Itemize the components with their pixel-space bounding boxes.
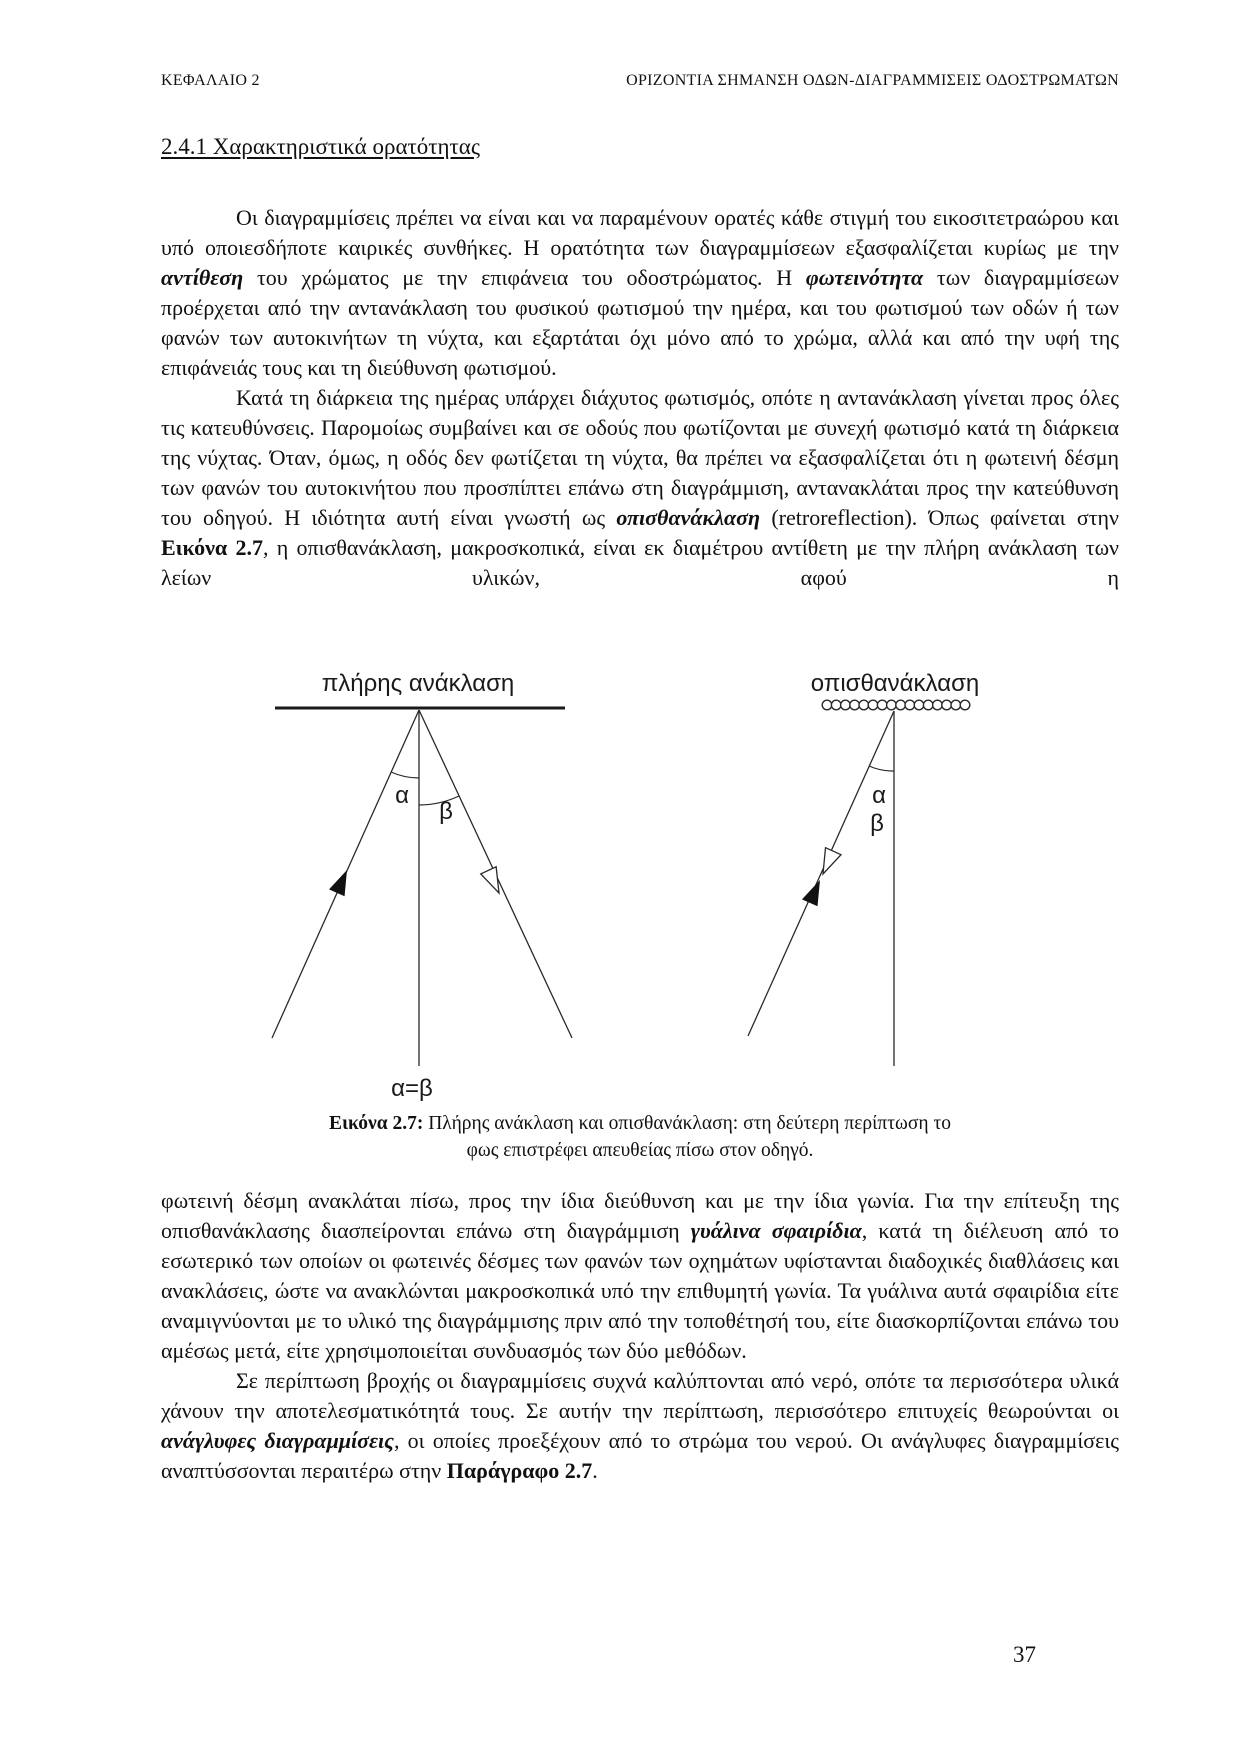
paragraph-3 xyxy=(161,1186,1119,1366)
text-segment: του χρώματος με την επιφάνεια του οδοστρώματος. Η xyxy=(243,265,806,290)
full-reflection-title: πλήρης ανάκλαση xyxy=(321,670,515,697)
text-segment: . xyxy=(592,1458,598,1483)
retroreflection-title: οπισθανάκλαση xyxy=(810,670,980,697)
figure-caption xyxy=(160,1110,1120,1164)
text-segment: , κατά τη διέλευση από το εσωτερικό των οποίων οι φωτεινές δέσμες των φανών των οχημάτων υφίστανται διαδοχικές διαθλάσεις και ανακλάσεις, ώστε να ανακλώνται μακροσκοπικά υπό την επιθυμητή γωνία. Τα γυάλινα αυτά σφαιρίδια είτε αναμιγνύονται με το υλικό της διαγράμμισης πριν από την τοποθέτησή του, είτε διασκορπίζονται επάνω του αμέσως μετά, είτε χρησιμοποιείται συνδυασμός των δύο μεθόδων. xyxy=(161,1218,1120,1363)
text-segment: Κατά τη διάρκεια της ημέρας υπάρχει διάχυτος φωτισμός, οπότε η αντανάκλαση γίνεται προς όλες τις κατευθύνσεις. Παρομοίως συμβαίνει και σε οδούς που φωτίζονται με συνεχή φωτισμό κατά τη διάρκεια της νύχτας. Όταν, όμως, η οδός δεν φωτίζεται τη νύχτα, θα πρέπει να εξασφαλίζεται ότι η φωτεινή δέσμη των φανών του αυτοκινήτου που προσπίπτει επάνω στη διαγράμμιση, αντανακλάται προς την κατεύθυνση του οδηγού. Η ιδιότητα αυτή είναι γνωστή ως xyxy=(161,385,1119,530)
return-arrowhead-icon xyxy=(815,848,841,878)
text-segment: (retroreflection). Όπως φαίνεται στην xyxy=(760,505,1119,530)
retroreflection-diagram xyxy=(748,670,979,1066)
incident-arrowhead-icon xyxy=(329,867,355,897)
incident-arrowhead-right-icon xyxy=(802,877,828,907)
figure-caption-label: Εικόνα 2.7: xyxy=(328,1113,424,1134)
text-segment: , οι οποίες προεξέχουν από το στρώμα του νερού. Οι ανάγλυφες διαγραμμίσεις αναπτύσσονται περαιτέρω στην xyxy=(161,1428,1119,1483)
full-reflection-diagram xyxy=(272,670,572,1102)
text-segment: των διαγραμμίσεων προέρχεται από την αντανάκλαση του φυσικού φωτισμού την ημέρα, και του φωτισμού των οδών ή των φανών των αυτοκινήτων τη νύχτα, και εξαρτάται όχι μόνο από το χρώμα, αλλά και από την υφή της επιφάνειάς τους και τη διεύθυνση φωτισμού. xyxy=(161,265,1120,380)
paragraph-4 xyxy=(161,1366,1119,1486)
header-title: ΟΡΙΖΟΝΤΙΑ ΣΗΜΑΝΣΗ ΟΔΩΝ-ΔΙΑΓΡΑΜΜΙΣΕΙΣ ΟΔΟΣΤΡΩΜΑΤΩΝ xyxy=(626,72,1119,89)
reflected-arrowhead-icon xyxy=(481,867,507,897)
text-segment: Οι διαγραμμίσεις πρέπει να είναι και να παραμένουν ορατές κάθε στιγμή του εικοσιτετραώρου και υπό οποιεσδήποτε καιρικές συνθήκες. Η ορατότητα των διαγραμμίσεων εξασφαλίζεται κυρίως με την xyxy=(161,205,1119,260)
body-text-upper xyxy=(161,203,1119,593)
text-segment: , η οπισθανάκλαση, μακροσκοπικά, είναι εκ διαμέτρου αντίθετη με την πλήρη ανάκλαση των λείων υλικών, αφού η xyxy=(161,535,1119,590)
text-segment: οπισθανάκλαση xyxy=(616,505,761,530)
section-heading: 2.4.1 Χαρακτηριστικά ορατότητας xyxy=(161,134,480,159)
text-segment: αντίθεση xyxy=(161,265,244,290)
alpha-arc-right xyxy=(869,766,894,771)
page-number: 37 xyxy=(1013,1642,1036,1667)
paragraph-2 xyxy=(161,383,1119,593)
text-segment: Παράγραφο 2.7 xyxy=(446,1458,593,1483)
text-segment: φωτεινότητα xyxy=(805,265,924,290)
paragraph-1 xyxy=(161,203,1119,383)
retro-ray xyxy=(748,711,894,1036)
text-segment: ανάγλυφες διαγραμμίσεις xyxy=(161,1428,394,1453)
figure-caption-text: Πλήρης ανάκλαση και οπισθανάκλαση: στη δεύτερη περίπτωση το φως επιστρέφει απευθείας πίσω στον οδηγό. xyxy=(423,1113,952,1161)
alpha-label-right: α xyxy=(872,782,886,809)
figure-2-7 xyxy=(160,663,1120,1108)
beta-label-right: β xyxy=(870,810,884,837)
text-segment: Εικόνα 2.7 xyxy=(161,535,263,560)
body-text-lower xyxy=(161,1186,1119,1486)
text-segment: φωτεινή δέσμη ανακλάται πίσω, προς την ίδια διεύθυνση και με την ίδια γωνία. Για την επίτευξη της οπισθανάκλασης διασπείρονται επάνω στη διαγράμμιση xyxy=(161,1188,1119,1243)
alpha-label-left: α xyxy=(395,782,409,809)
beta-label-left: β xyxy=(439,798,453,825)
alpha-equals-beta-label: α=β xyxy=(391,1075,433,1102)
text-segment: γυάλινα σφαιρίδια xyxy=(690,1218,862,1243)
header-chapter: ΚΕΦΑΛΑΙΟ 2 xyxy=(161,72,260,89)
running-header xyxy=(161,72,1119,90)
alpha-arc-left xyxy=(391,772,419,778)
figure-caption-inner xyxy=(311,1110,969,1164)
text-segment: Σε περίπτωση βροχής οι διαγραμμίσεις συχνά καλύπτονται από νερό, οπότε τα περισσότερα υλικά χάνουν την αποτελεσματικότητά τους. Σε αυτήν την περίπτωση, περισσότερο επιτυχείς θεωρούνται οι xyxy=(161,1368,1119,1423)
glass-beads-icon xyxy=(822,700,970,710)
